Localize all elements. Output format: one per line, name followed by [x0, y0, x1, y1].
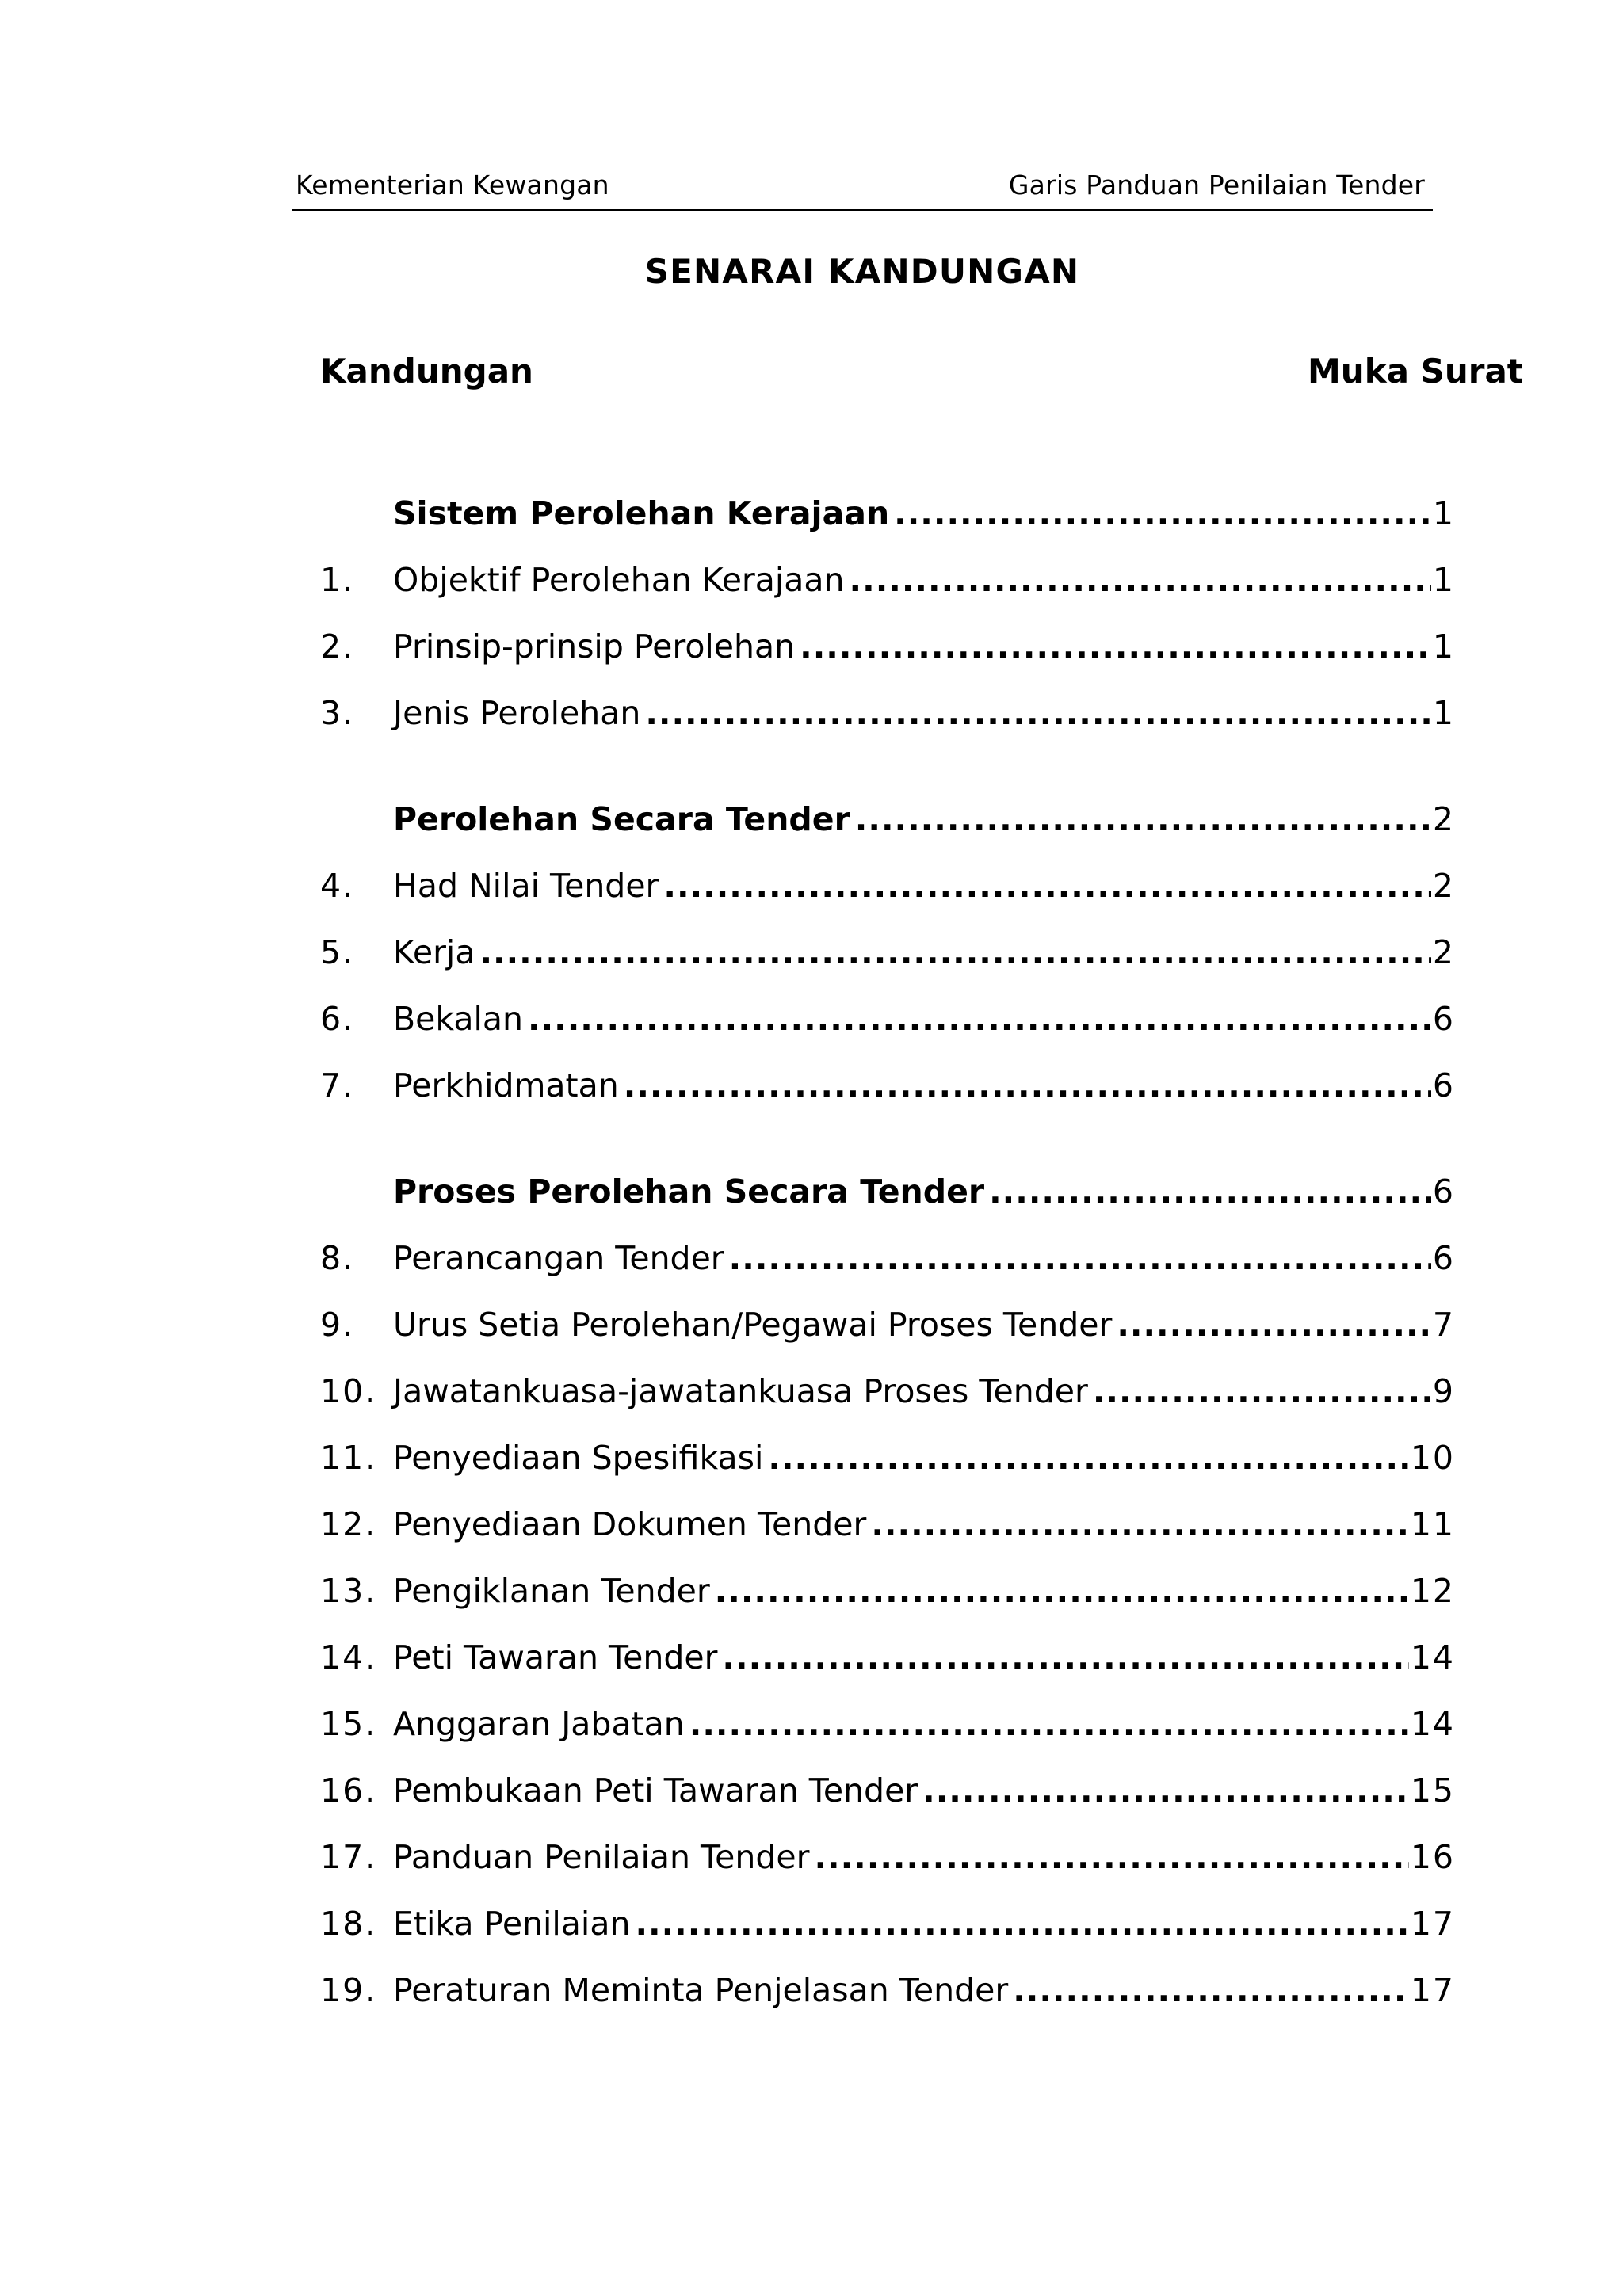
dot-leader — [871, 1491, 1408, 1558]
toc-entry-page-number: 10 — [1410, 1439, 1455, 1477]
dot-leader — [814, 1824, 1408, 1890]
toc-entry-number: 13. — [320, 1572, 377, 1610]
toc-entry[interactable] — [320, 1358, 1455, 1425]
toc-entry-page-number: 1 — [1432, 561, 1455, 599]
toc-entry-label: Bekalan — [393, 1000, 523, 1038]
toc-entry-page-number: 9 — [1432, 1372, 1455, 1410]
toc-entry-label: Sistem Perolehan Kerajaan — [393, 494, 890, 532]
toc-entry-label: Peti Tawaran Tender — [393, 1638, 718, 1676]
toc-entry-page-number: 16 — [1410, 1838, 1455, 1876]
column-heading-contents: Kandungan — [320, 352, 533, 391]
toc-entry-number: 1. — [320, 561, 355, 599]
section-gap — [320, 746, 1455, 786]
toc-entry-line — [393, 613, 1455, 680]
toc-entry[interactable] — [320, 1425, 1455, 1491]
toc-section-heading[interactable] — [320, 480, 1455, 547]
toc-entry-line — [393, 1225, 1455, 1291]
toc-entry-label: Pengiklanan Tender — [393, 1572, 710, 1610]
toc-entry[interactable] — [320, 986, 1455, 1052]
toc-entry-page-number: 6 — [1432, 1239, 1455, 1277]
toc-entry[interactable] — [320, 1225, 1455, 1291]
toc-entry[interactable] — [320, 1052, 1455, 1119]
dot-leader — [663, 852, 1430, 919]
toc-entry-line — [393, 1491, 1455, 1558]
toc-entry-label: Anggaran Jabatan — [393, 1705, 685, 1743]
toc-entry[interactable] — [320, 1691, 1455, 1757]
toc-entry-label: Jenis Perolehan — [393, 694, 641, 732]
toc-entry-number: 14. — [320, 1638, 377, 1676]
toc-entry[interactable] — [320, 1558, 1455, 1624]
toc-entry-label: Pembukaan Peti Tawaran Tender — [393, 1772, 918, 1810]
toc-entry-line — [393, 1824, 1455, 1890]
toc-entry-number: 15. — [320, 1705, 377, 1743]
toc-entry-page-number: 11 — [1410, 1505, 1455, 1543]
toc-entry-label: Urus Setia Perolehan/Pegawai Proses Tender — [393, 1306, 1113, 1344]
toc-entry-line — [393, 1052, 1455, 1119]
toc-entry-label: Proses Perolehan Secara Tender — [393, 1173, 985, 1211]
toc-entry-label: Kerja — [393, 933, 475, 971]
header-document-title: Garis Panduan Penilaian Tender — [1008, 170, 1425, 200]
toc-entry-page-number: 1 — [1432, 494, 1455, 532]
toc-entry[interactable] — [320, 613, 1455, 680]
toc-entry-line — [393, 680, 1455, 746]
dot-leader — [624, 1052, 1431, 1119]
dot-leader — [894, 480, 1431, 547]
toc-entry-page-number: 14 — [1410, 1705, 1455, 1743]
dot-leader — [528, 986, 1431, 1052]
toc-entry-number: 16. — [320, 1772, 377, 1810]
toc-entry-line — [393, 1691, 1455, 1757]
toc-entry-label: Perkhidmatan — [393, 1066, 619, 1104]
dot-leader — [768, 1425, 1408, 1491]
toc-entry-line — [393, 1425, 1455, 1491]
toc-entry-number: 7. — [320, 1066, 355, 1104]
toc-entry-line — [393, 786, 1455, 852]
dot-leader — [1093, 1358, 1431, 1425]
toc-entry-line — [393, 1624, 1455, 1691]
dot-leader — [722, 1624, 1408, 1691]
toc-entry-number: 6. — [320, 1000, 355, 1038]
header-ministry: Kementerian Kewangan — [296, 170, 609, 200]
toc-entry-page-number: 15 — [1410, 1772, 1455, 1810]
toc-section-heading[interactable] — [320, 786, 1455, 852]
dot-leader — [1117, 1291, 1431, 1358]
toc-entry-page-number: 6 — [1432, 1000, 1455, 1038]
toc-entry-number: 19. — [320, 1971, 377, 2009]
column-heading-page: Muka Surat — [1308, 352, 1523, 391]
toc-entry-number: 2. — [320, 627, 355, 666]
dot-leader — [989, 1158, 1431, 1225]
dot-leader — [850, 547, 1431, 613]
toc-entry[interactable] — [320, 1757, 1455, 1824]
toc-entry-page-number: 17 — [1410, 1971, 1455, 2009]
page-title: SENARAI KANDUNGAN — [644, 252, 1080, 291]
toc-entry[interactable] — [320, 1491, 1455, 1558]
toc-entry-label: Perolehan Secara Tender — [393, 800, 850, 838]
toc-entry-page-number: 1 — [1432, 694, 1455, 732]
toc-entry-page-number: 17 — [1410, 1905, 1455, 1943]
dot-leader — [1013, 1957, 1409, 2023]
toc-entry-page-number: 2 — [1432, 867, 1455, 905]
toc-entry-number: 11. — [320, 1439, 377, 1477]
toc-entry[interactable] — [320, 852, 1455, 919]
toc-entry[interactable] — [320, 919, 1455, 986]
toc-entry-line — [393, 1558, 1455, 1624]
toc-entry-label: Prinsip-prinsip Perolehan — [393, 627, 796, 666]
toc-entry-line — [393, 852, 1455, 919]
toc-entry-label: Perancangan Tender — [393, 1239, 724, 1277]
dot-leader — [800, 613, 1431, 680]
toc-entry-line — [393, 986, 1455, 1052]
toc-entry-number: 8. — [320, 1239, 355, 1277]
table-of-contents — [320, 480, 1455, 2023]
toc-entry[interactable] — [320, 1824, 1455, 1890]
toc-entry-line — [393, 480, 1455, 547]
toc-entry-number: 17. — [320, 1838, 377, 1876]
dot-leader — [479, 919, 1430, 986]
toc-entry-page-number: 12 — [1410, 1572, 1455, 1610]
toc-entry-page-number: 14 — [1410, 1638, 1455, 1676]
dot-leader — [922, 1757, 1409, 1824]
toc-entry-label: Peraturan Meminta Penjelasan Tender — [393, 1971, 1009, 2009]
toc-entry-page-number: 6 — [1432, 1173, 1455, 1211]
toc-entry-line — [393, 1358, 1455, 1425]
dot-leader — [689, 1691, 1409, 1757]
dot-leader — [715, 1558, 1409, 1624]
toc-entry-line — [393, 1957, 1455, 2023]
toc-entry-line — [393, 919, 1455, 986]
toc-entry-number: 18. — [320, 1905, 377, 1943]
toc-entry-page-number: 1 — [1432, 627, 1455, 666]
dot-leader — [855, 786, 1431, 852]
toc-entry[interactable] — [320, 1890, 1455, 1957]
toc-entry[interactable] — [320, 680, 1455, 746]
toc-entry-line — [393, 1890, 1455, 1957]
toc-entry-page-number: 7 — [1432, 1306, 1455, 1344]
toc-entry-label: Panduan Penilaian Tender — [393, 1838, 810, 1876]
toc-entry-label: Penyediaan Spesifikasi — [393, 1439, 764, 1477]
dot-leader — [635, 1890, 1408, 1957]
toc-entry-line — [393, 547, 1455, 613]
toc-entry-label: Jawatankuasa-jawatankuasa Proses Tender — [393, 1372, 1088, 1410]
running-header — [292, 165, 1433, 211]
toc-entry[interactable] — [320, 1957, 1455, 2023]
toc-section-heading[interactable] — [320, 1158, 1455, 1225]
toc-entry-number: 3. — [320, 694, 355, 732]
toc-entry-page-number: 2 — [1432, 933, 1455, 971]
toc-entry-number: 4. — [320, 867, 355, 905]
section-gap — [320, 1119, 1455, 1158]
toc-entry-page-number: 2 — [1432, 800, 1455, 838]
toc-entry-number: 12. — [320, 1505, 377, 1543]
toc-entry-label: Etika Penilaian — [393, 1905, 631, 1943]
toc-entry-number: 10. — [320, 1372, 377, 1410]
toc-entry[interactable] — [320, 1291, 1455, 1358]
toc-entry-number: 5. — [320, 933, 355, 971]
toc-entry-label: Had Nilai Tender — [393, 867, 659, 905]
toc-entry-number: 9. — [320, 1306, 355, 1344]
toc-entry-page-number: 6 — [1432, 1066, 1455, 1104]
dot-leader — [729, 1225, 1431, 1291]
dot-leader — [645, 680, 1431, 746]
toc-entry-line — [393, 1158, 1455, 1225]
toc-entry-label: Objektif Perolehan Kerajaan — [393, 561, 845, 599]
toc-entry-line — [393, 1291, 1455, 1358]
toc-entry[interactable] — [320, 1624, 1455, 1691]
toc-entry-line — [393, 1757, 1455, 1824]
toc-entry-label: Penyediaan Dokumen Tender — [393, 1505, 867, 1543]
toc-entry[interactable] — [320, 547, 1455, 613]
